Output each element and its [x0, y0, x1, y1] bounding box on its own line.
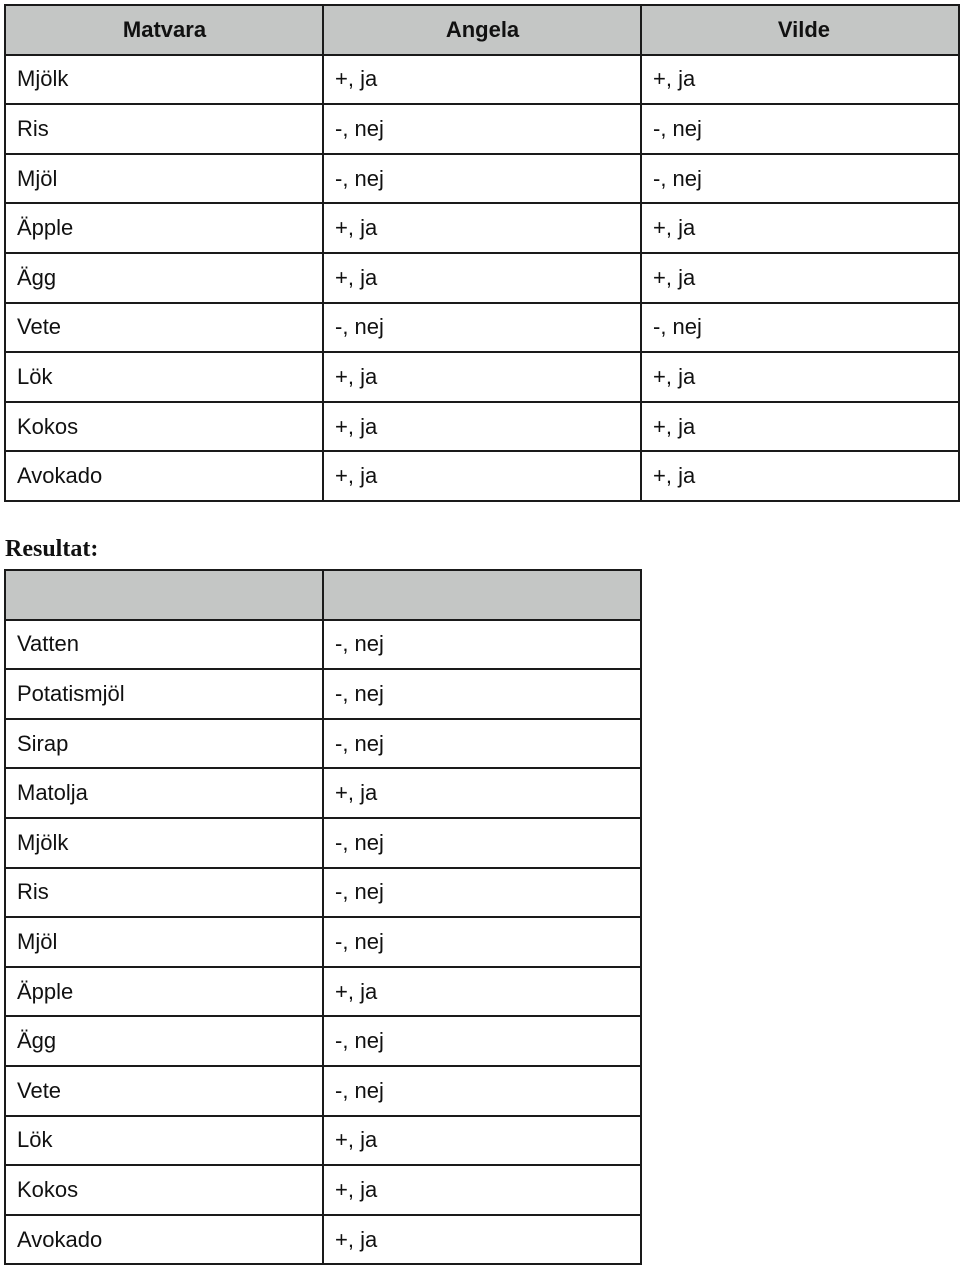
table-row — [5, 352, 959, 402]
angela-answer-cell: -, nej — [323, 303, 641, 353]
angela-answer-cell: +, ja — [323, 253, 641, 303]
table-row — [5, 818, 641, 868]
table-row — [5, 1066, 641, 1116]
vilde-answer-cell: -, nej — [641, 104, 959, 154]
table-header-row — [5, 5, 959, 55]
result-answer-cell: -, nej — [323, 818, 641, 868]
food-name-cell: Sirap — [5, 719, 323, 769]
food-name-cell: Mjölk — [5, 818, 323, 868]
result-answer-cell: +, ja — [323, 1215, 641, 1265]
vilde-answer-cell: +, ja — [641, 402, 959, 452]
vilde-answer-cell: -, nej — [641, 303, 959, 353]
food-name-cell: Ris — [5, 104, 323, 154]
result-table — [4, 569, 642, 1265]
result-answer-cell: -, nej — [323, 620, 641, 670]
food-name-cell: Mjöl — [5, 917, 323, 967]
table-row — [5, 451, 959, 501]
food-name-cell: Äpple — [5, 967, 323, 1017]
result-answer-cell: -, nej — [323, 1016, 641, 1066]
food-name-cell: Ägg — [5, 253, 323, 303]
table-row — [5, 669, 641, 719]
table-row — [5, 719, 641, 769]
angela-answer-cell: +, ja — [323, 352, 641, 402]
angela-answer-cell: +, ja — [323, 55, 641, 105]
table-row — [5, 1116, 641, 1166]
table-row — [5, 868, 641, 918]
food-name-cell: Potatismjöl — [5, 669, 323, 719]
vilde-answer-cell: +, ja — [641, 203, 959, 253]
food-name-cell: Avokado — [5, 451, 323, 501]
vilde-answer-cell: +, ja — [641, 352, 959, 402]
result-answer-cell: +, ja — [323, 1165, 641, 1215]
food-comparison-body — [5, 55, 959, 501]
result-heading: Resultat: — [5, 536, 99, 562]
food-comparison-table — [4, 4, 960, 502]
food-name-cell: Vete — [5, 303, 323, 353]
food-name-cell: Kokos — [5, 402, 323, 452]
result-header-col-2 — [323, 570, 641, 620]
angela-answer-cell: -, nej — [323, 154, 641, 204]
result-answer-cell: +, ja — [323, 967, 641, 1017]
table-row — [5, 1016, 641, 1066]
table-row — [5, 303, 959, 353]
result-answer-cell: +, ja — [323, 1116, 641, 1166]
table-row — [5, 620, 641, 670]
food-name-cell: Matolja — [5, 768, 323, 818]
result-table-body — [5, 620, 641, 1265]
table-header-row — [5, 570, 641, 620]
result-header-col-1 — [5, 570, 323, 620]
header-matvara: Matvara — [5, 5, 323, 55]
table-row — [5, 55, 959, 105]
result-answer-cell: -, nej — [323, 669, 641, 719]
food-name-cell: Lök — [5, 352, 323, 402]
table-row — [5, 1215, 641, 1265]
food-name-cell: Ägg — [5, 1016, 323, 1066]
food-name-cell: Lök — [5, 1116, 323, 1166]
table-row — [5, 768, 641, 818]
food-name-cell: Ris — [5, 868, 323, 918]
vilde-answer-cell: +, ja — [641, 55, 959, 105]
angela-answer-cell: +, ja — [323, 402, 641, 452]
table-row — [5, 154, 959, 204]
food-name-cell: Mjöl — [5, 154, 323, 204]
angela-answer-cell: +, ja — [323, 451, 641, 501]
food-name-cell: Mjölk — [5, 55, 323, 105]
table-row — [5, 402, 959, 452]
table-row — [5, 967, 641, 1017]
angela-answer-cell: -, nej — [323, 104, 641, 154]
food-name-cell: Vatten — [5, 620, 323, 670]
table-row — [5, 253, 959, 303]
vilde-answer-cell: +, ja — [641, 253, 959, 303]
vilde-answer-cell: +, ja — [641, 451, 959, 501]
vilde-answer-cell: -, nej — [641, 154, 959, 204]
food-name-cell: Äpple — [5, 203, 323, 253]
food-name-cell: Avokado — [5, 1215, 323, 1265]
result-answer-cell: +, ja — [323, 768, 641, 818]
food-name-cell: Vete — [5, 1066, 323, 1116]
table-row — [5, 917, 641, 967]
header-angela: Angela — [323, 5, 641, 55]
table-row — [5, 104, 959, 154]
angela-answer-cell: +, ja — [323, 203, 641, 253]
food-name-cell: Kokos — [5, 1165, 323, 1215]
table-row — [5, 1165, 641, 1215]
table-row — [5, 203, 959, 253]
header-vilde: Vilde — [641, 5, 959, 55]
result-answer-cell: -, nej — [323, 917, 641, 967]
result-answer-cell: -, nej — [323, 719, 641, 769]
result-answer-cell: -, nej — [323, 1066, 641, 1116]
result-answer-cell: -, nej — [323, 868, 641, 918]
